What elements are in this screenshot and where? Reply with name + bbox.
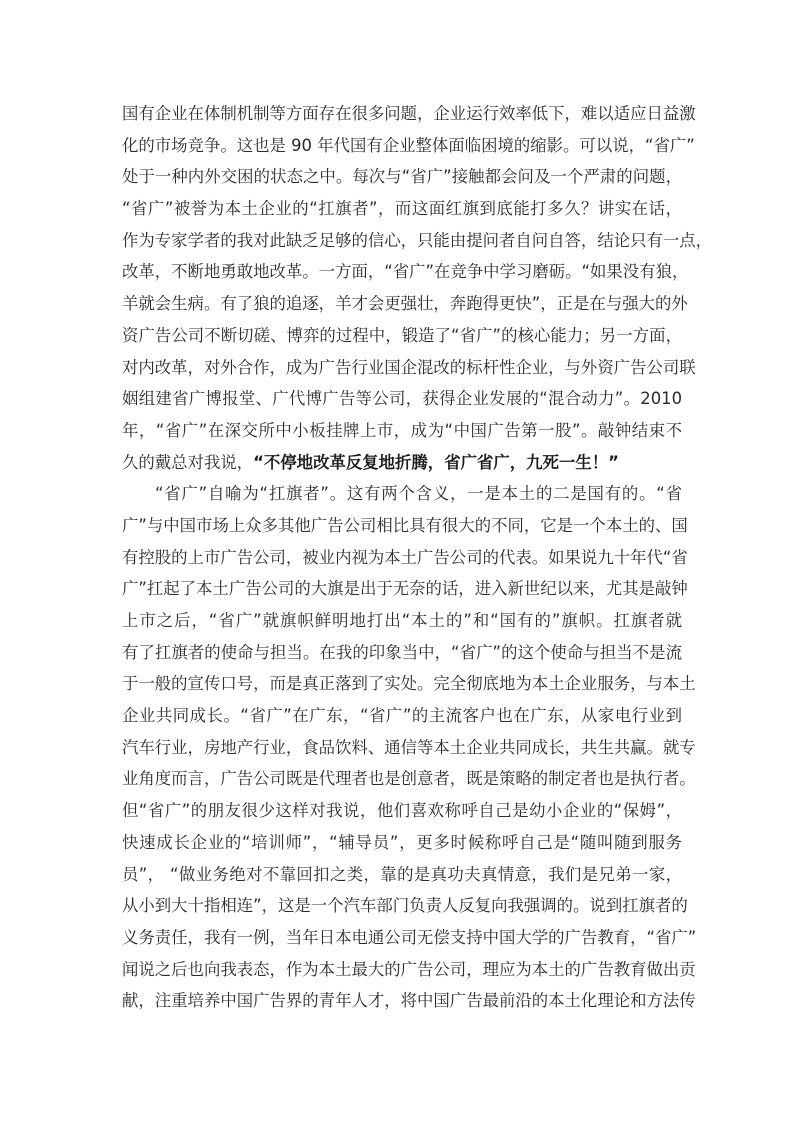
text-line: 义务责任，我有一例，当年日本电通公司无偿支持中国大学的广告教育，“省广” [122,927,697,947]
text-line [122,447,682,479]
text-line: 作为专家学者的我对此缺乏足够的信心，只能由提问者自问自答，结论只有一点， [122,230,713,250]
paragraph-1 [122,98,713,478]
quote-intro: 久的戴总对我说， [122,452,254,472]
text-line: 员”， “做业务绝对不靠回扣之类，靠的是真功夫真情意，我们是兄弟一家， [122,864,682,884]
text-line: “省广”被誉为本土企业的“扛旗者”，而这面红旗到底能打多久？讲实在话， [122,199,682,219]
text-line: 于一般的宣传口号，而是真正落到了实处。完全彻底地为本土企业服务，与本土 [122,674,696,694]
text-line: 广”与中国市场上众多其他广告公司相比具有很大的不同，它是一个本土的、国 [122,515,688,535]
text-line: 羊就会生病。有了狼的追逐，羊才会更强壮，奔跑得更快”，正是在与强大的外 [122,294,688,314]
paragraph-2 [122,478,697,1017]
text-line: 广”扛起了本土广告公司的大旗是出于无奈的话，进入新世纪以来，尤其是敲钟 [122,579,688,599]
text-line: 汽车行业，房地产行业，食品饮料、通信等本土企业共同成长，共生共赢。就专 [122,737,696,757]
text-line: 对内改革，对外合作，成为广告行业国企混改的标杆性企业，与外资广告公司联 [122,357,696,377]
text-line: 企业共同成长。“省广”在广东，“省广”的主流客户也在广东，从家电行业到 [122,706,682,726]
text-line: 闻说之后也向我表态，作为本土最大的广告公司，理应为本土的广告教育做出贡 [122,959,696,979]
text-line: 从小到大十指相连”，这是一个汽车部门负责人反复向我强调的。说到扛旗者的 [122,896,688,916]
text-line: 姻组建省广博报堂、广代博广告等公司，获得企业发展的“混合动力”。2010 [122,389,682,409]
text-line: 年，“省广”在深交所中小板挂牌上市，成为“中国广告第一股”。敲钟结束不 [122,420,682,440]
text-line: 化的市场竞争。这也是 90 年代国有企业整体面临困境的缩影。可以说，“省广” [122,135,695,155]
text-line: 有了扛旗者的使命与担当。在我的印象当中，“省广”的这个使命与担当不是流 [122,642,682,662]
text-line: 资广告公司不断切磋、博弈的过程中，锻造了“省广”的核心能力；另一方面， [122,325,682,345]
text-line: 国有企业在体制机制等方面存在很多问题，企业运行效率低下，难以适应日益激 [122,104,696,123]
bold-quote: “不停地改革反复地折腾，省广省广，九死一生！” [253,452,619,472]
text-line: 献，注重培养中国广告界的青年人才，将中国广告最前沿的本土化理论和方法传 [122,991,696,1011]
text-line: 业角度而言，广告公司既是代理者也是创意者，既是策略的制定者也是执行者。 [122,769,696,789]
text-line: “省广”自喻为“扛旗者”。这有两个含义，一是本土的二是国有的。“省 [155,484,682,504]
text-line: 快速成长企业的“培训师”，“辅导员”，更多时候称呼自己是“随叫随到服务 [122,832,682,852]
text-line: 改革，不断地勇敢地改革。一方面，“省广”在竞争中学习磨砺。“如果没有狼， [122,262,689,282]
text-line: 有控股的上市广告公司，被业内视为本土广告公司的代表。如果说九十年代“省 [122,547,688,567]
text-line: 处于一种内外交困的状态之中。每次与“省广”接触都会问及一个严肃的问题， [122,167,682,187]
text-line: 但“省广”的朋友很少这样对我说，他们喜欢称呼自己是幼小企业的“保姆”， [122,801,682,821]
body-text [122,98,713,1017]
text-line: 上市之后，“省广”就旗帜鲜明地打出“本土的”和“国有的”旗帜。扛旗者就 [122,611,682,630]
